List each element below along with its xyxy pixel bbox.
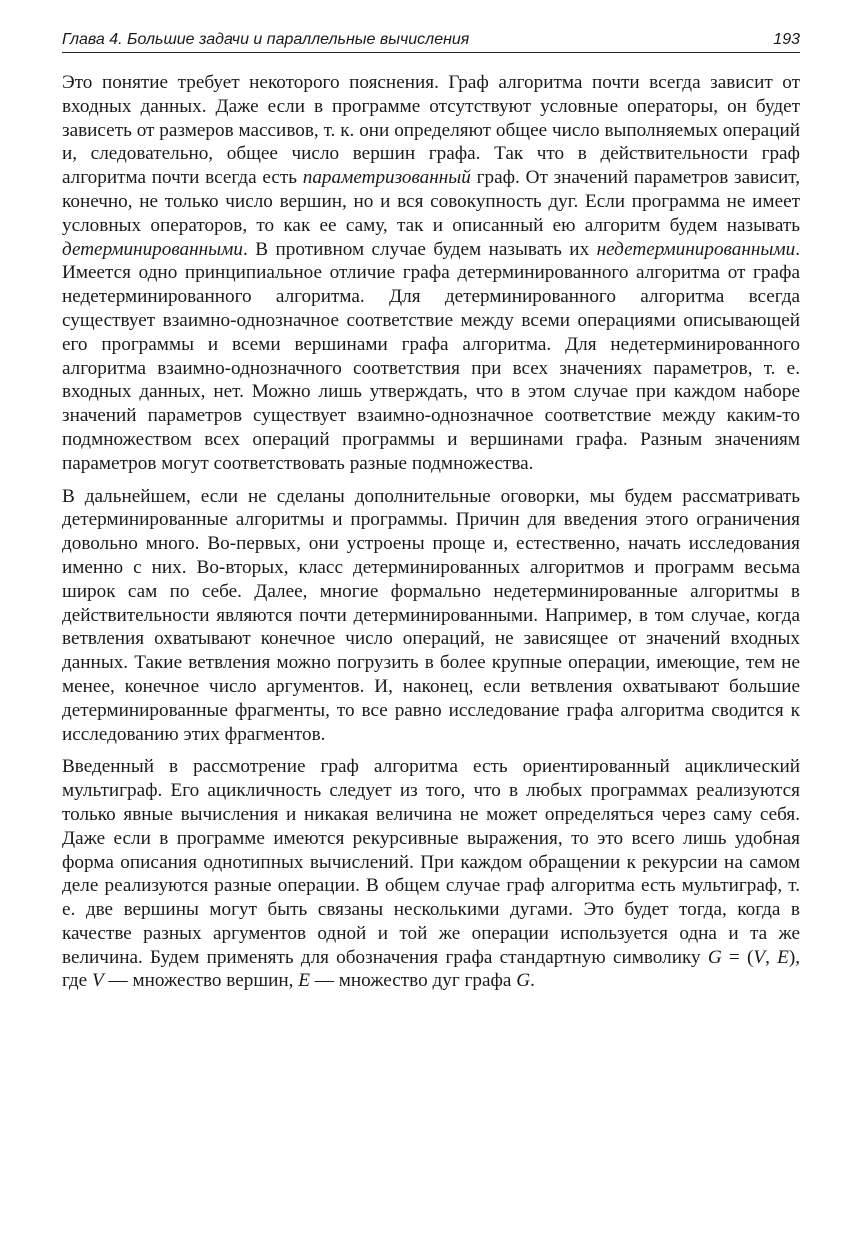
- text-run: граф. От значений параметров зависит, конечно, не только число вершин, но и вся совокупность дуг. Если программа не имеет условных операторов, то как ее саму, так и описанный ею алгоритм будем называть: [62, 167, 800, 236]
- italic-term: G: [707, 946, 722, 968]
- text-run: — множество вершин,: [103, 970, 299, 992]
- paragraph-3: [62, 755, 800, 993]
- text-run: В дальнейшем, если не сделаны дополнительные оговорки, мы будем рассматривать детерминированные алгоритмы и программы. Причин для введения этого ограничения довольно много. Во-первых, они устроены проще и, естественно, начать исследования именно с них. Во-вторых, класс детерминированных алгоритмов и программ весьма широк сам по себе. Далее, многие формально недетерминированные алгоритмы в действительности являются почти детерминированными. Например, в том случае, когда ветвления охватывают конечное число операций, не зависящее от значений входных данных. Такие ветвления можно погрузить в более крупные операции, имеющие, тем не менее, конечное число аргументов. И, наконец, если ветвления охватывают большие детерминированные фрагменты, то все равно исследование графа алгоритма сводится к исследованию этих фрагментов.: [62, 485, 800, 745]
- italic-term: V: [92, 970, 104, 992]
- page-number: 193: [773, 31, 800, 48]
- italic-term: E: [298, 970, 310, 992]
- text-run: = (: [721, 946, 754, 968]
- text-run: Введенный в рассмотрение граф алгоритма есть ориентированный ациклический мультиграф. Его ацикличность следует из того, что в любых программах реализуются только явные вычисления и никакая величина не может определяться через саму себя. Даже если в программе имеются рекурсивные выражения, то это всего лишь удобная форма описания однотипных вычислений. При каждом обращении к рекурсии на самом деле реализуются разные операции. В общем случае граф алгоритма есть мультиграф, т. е. две вершины могут быть связаны несколькими дугами. Это будет тогда, когда в качестве разных аргументов одной и той же операции используется одна и та же величина. Будем применять для обозначения графа стандартную символику: [62, 756, 800, 968]
- italic-term: G: [516, 970, 531, 992]
- body-text: [62, 71, 800, 993]
- text-run: .: [530, 970, 535, 992]
- italic-term: недетерминированными: [596, 238, 796, 260]
- text-run: Это понятие требует некоторого пояснения. Граф алгоритма почти всегда зависит от входных данных. Даже если в программе отсутствуют условные операторы, он будет зависеть от размеров массивов, т. к. они определяют общее число выполняемых операций и, следовательно, общее число вершин графа. Так что в действительности граф алгоритма почти всегда есть: [62, 72, 800, 189]
- running-header: [62, 30, 800, 53]
- book-page: [62, 30, 800, 1002]
- italic-term: параметризованный: [302, 167, 471, 189]
- text-run: . В противном случае будем называть их: [243, 238, 597, 260]
- text-run: ), где: [62, 946, 801, 992]
- chapter-title: Глава 4. Большие задачи и параллельные вычисления: [62, 31, 470, 48]
- italic-term: детерминированными: [62, 238, 244, 260]
- text-run: . Имеется одно принципиальное отличие графа детерминированного алгоритма от графа недетерминированного алгоритма. Для детерминированного алгоритма всегда существует взаимно-однозначное соответствие между всеми операциями описывающей его программы и всеми вершинами графа алгоритма. Для недетерминированного алгоритма взаимно-однозначного соответствия при всех значениях параметров, т. е. входных данных, нет. Можно лишь утверждать, что в этом случае при каждом наборе значений параметров существует взаимно-однозначное соответствие между каким-то подмножеством всех операций программы и вершинами графа. Разным значениям параметров могут соответствовать разные подмножества.: [62, 238, 800, 474]
- italic-term: E: [777, 946, 789, 968]
- text-run: ,: [765, 946, 778, 968]
- italic-term: V: [753, 946, 766, 968]
- text-run: — множество дуг графа: [309, 970, 517, 992]
- paragraph-1: [62, 71, 800, 476]
- paragraph-2: [62, 485, 800, 747]
